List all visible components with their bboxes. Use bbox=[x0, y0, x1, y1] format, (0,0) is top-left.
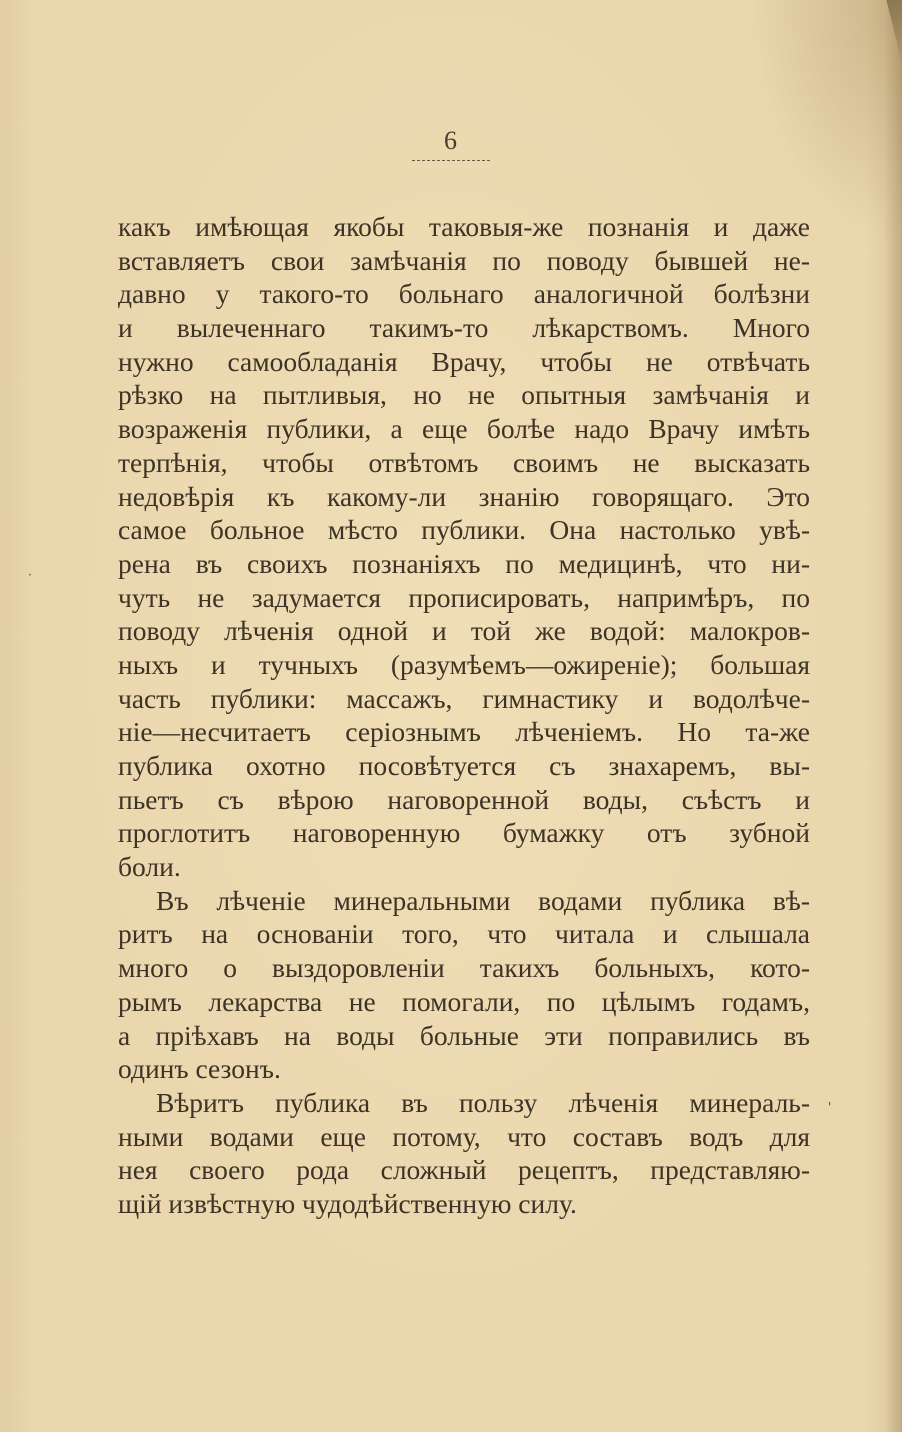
paper-speck: ' bbox=[828, 1100, 832, 1114]
text-line: Въ лѣченіе минеральными водами публика вѣ- bbox=[156, 884, 810, 916]
text-line: и вылеченнаго такимъ-то лѣкарствомъ. Много bbox=[118, 312, 810, 344]
text-line: какъ имѣющая якобы таковыя-же познанія и даже bbox=[118, 211, 810, 242]
text-line: рѣзко на пытливыя, но не опытныя замѣчанія и bbox=[118, 379, 810, 411]
text-line: ныхъ и тучныхъ (разумѣемъ—ожиреніе); большая bbox=[118, 648, 810, 680]
text-line: вставляетъ свои замѣчанія по поводу бывшей не- bbox=[118, 244, 810, 276]
text-line: ными водами еще потому, что составъ водъ для bbox=[118, 1120, 810, 1152]
text-line: много о выздоровленіи такихъ больныхъ, кото- bbox=[118, 952, 810, 984]
text-line: чуть не задумается прописировать, напримѣръ, по bbox=[118, 581, 810, 613]
text-line: давно у такого-то больнаго аналогичной болѣзни bbox=[118, 278, 810, 310]
text-line: щій извѣстную чудодѣйственную силу. bbox=[118, 1187, 577, 1219]
text-line: проглотитъ наговоренную бумажку отъ зубной bbox=[118, 817, 810, 849]
text-line: самое больное мѣсто публики. Она настолько увѣ- bbox=[118, 514, 810, 546]
text-line: ніе—несчитаетъ серіознымъ лѣченіемъ. Но та-же bbox=[118, 716, 810, 748]
text-line: ритъ на основаніи того, что читала и слышала bbox=[118, 918, 810, 950]
text-line: а пріѣхавъ на воды больные эти поправились въ bbox=[118, 1019, 810, 1051]
text-line: Вѣритъ публика въ пользу лѣченія минераль- bbox=[156, 1086, 810, 1118]
page-header bbox=[0, 126, 902, 161]
text-line: боли. bbox=[118, 851, 181, 883]
text-line: публика охотно посовѣтуется съ знахаремъ, вы- bbox=[118, 750, 810, 781]
text-line: недовѣрія къ какому-ли знанію говорящаго. Это bbox=[118, 480, 810, 512]
page-number: 6 bbox=[444, 126, 458, 155]
text-line: возраженія публики, а еще болѣе надо Врачу имѣть bbox=[118, 413, 810, 445]
text-line: одинъ сезонъ. bbox=[118, 1053, 281, 1085]
text-line: рена въ своихъ познаніяхъ по медицинѣ, что ни- bbox=[118, 547, 810, 579]
page-edge-shadow bbox=[884, 0, 902, 1432]
paper-speck: · bbox=[28, 568, 32, 582]
text-line: поводу лѣченія одной и той же водой: малокров- bbox=[118, 615, 810, 647]
text-line: рымъ лекарства не помогали, по цѣлымъ годамъ, bbox=[118, 985, 810, 1017]
page-number-rule bbox=[412, 160, 490, 161]
body-text bbox=[118, 210, 810, 1221]
text-line: нея своего рода сложный рецептъ, представляю- bbox=[118, 1154, 810, 1186]
text-line: пьетъ съ вѣрою наговоренной воды, съѣстъ и bbox=[118, 783, 810, 815]
text-line: терпѣнія, чтобы отвѣтомъ своимъ не высказать bbox=[118, 446, 810, 478]
text-line: часть публики: массажъ, гимнастику и водолѣче- bbox=[118, 682, 810, 714]
text-line: нужно самообладанія Врачу, чтобы не отвѣчать bbox=[118, 345, 810, 377]
